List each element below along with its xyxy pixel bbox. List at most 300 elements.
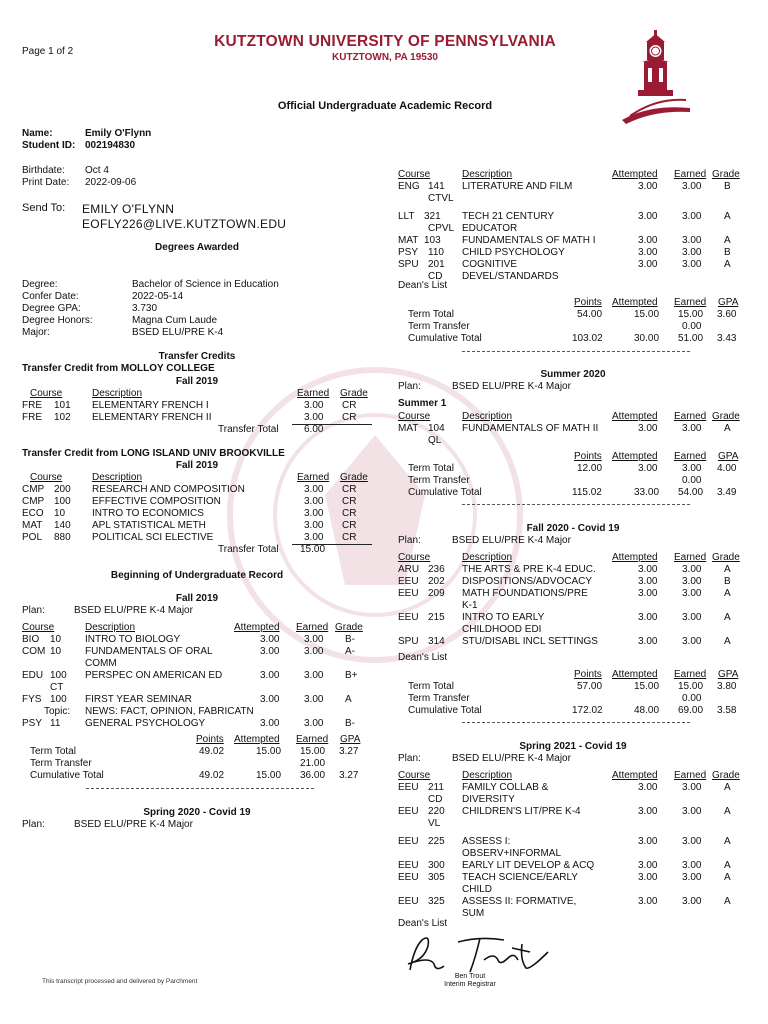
table-row-continuation (398, 193, 748, 205)
description: ELEMENTARY FRENCH I (92, 400, 209, 411)
table-row (398, 259, 748, 271)
totals-header (398, 669, 748, 681)
page-label: Page 1 of 2 (22, 46, 74, 57)
subject: EEU (398, 612, 419, 623)
earned: 3.00 (304, 520, 324, 531)
earned: 51.00 (678, 333, 704, 344)
subject: LLT (398, 211, 415, 222)
course-number: 880 (54, 532, 71, 543)
description: DEVEL/STANDARDS (462, 271, 559, 282)
term-total-row (398, 463, 748, 475)
description: SUM (462, 908, 485, 919)
grade: A (724, 235, 731, 246)
earned: 3.00 (682, 896, 702, 907)
col-gpa: GPA (718, 451, 739, 462)
table-row (22, 634, 372, 646)
grade: CR (342, 520, 357, 531)
liu-term: Fall 2019 (175, 460, 219, 471)
attempted: 3.00 (638, 896, 658, 907)
gpa: 3.49 (717, 487, 737, 498)
topic: NEWS: FACT, OPINION, FABRICATN (85, 706, 254, 717)
description: GENERAL PSYCHOLOGY (85, 718, 206, 729)
fall2020-totals (398, 669, 748, 717)
earned: 3.00 (682, 463, 702, 474)
earned: 21.00 (300, 758, 326, 769)
table-row (398, 564, 748, 576)
table-row (398, 896, 748, 908)
degree-gpa-value: 3.730 (132, 303, 158, 314)
earned: 3.00 (682, 806, 702, 817)
grade: A (724, 588, 731, 599)
description: FIRST YEAR SEMINAR (85, 694, 192, 705)
plan-value: BSED ELU/PRE K-4 Major (74, 819, 193, 830)
earned: 3.00 (304, 508, 324, 519)
record-title: Official Undergraduate Academic Record (277, 100, 493, 112)
gpa: 3.80 (717, 681, 737, 692)
col-attempted: Attempted (612, 169, 658, 180)
description: TEACH SCIENCE/EARLY (462, 872, 578, 883)
divider (462, 504, 690, 505)
term-transfer-row (22, 758, 372, 770)
attempted: 15.00 (634, 681, 660, 692)
course-number: 201 (428, 259, 445, 270)
col-grade: Grade (335, 622, 363, 633)
university-location: KUTZTOWN, PA 19530 (332, 52, 438, 63)
student-name: Emily O'Flynn (85, 128, 152, 139)
table-header (22, 622, 372, 634)
plan-label: Plan: (398, 381, 421, 392)
summer2020-title: Summer 2020 (540, 369, 606, 380)
table-row (398, 806, 748, 818)
description: FAMILY COLLAB & (462, 782, 549, 793)
subject: EEU (398, 860, 419, 871)
term-total-label: Term Total (30, 746, 76, 757)
earned: 3.00 (682, 636, 702, 647)
col-grade: Grade (340, 472, 368, 483)
attempted: 15.00 (256, 770, 282, 781)
summer-session: Summer 1 (398, 398, 447, 409)
course-number: 100 (50, 694, 67, 705)
earned: 3.00 (304, 412, 324, 423)
print-date-label: Print Date: (22, 177, 70, 188)
attempted: 3.00 (638, 259, 658, 270)
table-header (398, 770, 748, 782)
attempted: 3.00 (638, 247, 658, 258)
description: COGNITIVE (462, 259, 518, 270)
attempted: 48.00 (634, 705, 660, 716)
col-gpa: GPA (340, 734, 361, 745)
course-attribute: VL (428, 818, 441, 829)
grade: CR (342, 484, 357, 495)
term-transfer-label: Term Transfer (30, 758, 92, 769)
description: CHILD (462, 884, 493, 895)
student-id-label: Student ID: (22, 140, 76, 151)
table-row (22, 508, 372, 520)
table-row-continuation (398, 271, 748, 283)
col-earned: Earned (674, 297, 707, 308)
transfer-total: 15.00 (300, 544, 326, 555)
description: THE ARTS & PRE K-4 EDUC. (462, 564, 596, 575)
course-number: 101 (54, 400, 71, 411)
grade: A (724, 636, 731, 647)
grade: A (724, 211, 731, 222)
term-total-row (398, 309, 748, 321)
col-course: Course (30, 388, 63, 399)
earned: 3.00 (682, 564, 702, 575)
description: DIVERSITY (462, 794, 515, 805)
transfer-credits-title: Transfer Credits (158, 351, 236, 362)
student-id: 002194830 (85, 140, 136, 151)
liu-title: Transfer Credit from LONG ISLAND UNIV BROOKVILLE (22, 448, 285, 459)
earned: 3.00 (304, 694, 324, 705)
description: MATH FOUNDATIONS/PRE (462, 588, 588, 599)
table-row (398, 247, 748, 259)
description: K-1 (462, 600, 478, 611)
molloy-table (22, 388, 372, 436)
earned: 3.00 (304, 400, 324, 411)
attempted: 3.00 (638, 588, 658, 599)
points: 115.02 (572, 487, 602, 498)
footer-note: This transcript processed and delivered by Parchment (42, 978, 198, 985)
plan-value: BSED ELU/PRE K-4 Major (452, 535, 571, 546)
grade: A (724, 872, 731, 883)
col-description: Description (462, 169, 513, 180)
table-row (398, 836, 748, 848)
course-number: 11 (50, 718, 61, 729)
grade: CR (342, 532, 357, 543)
col-earned: Earned (674, 770, 707, 781)
col-grade: Grade (712, 411, 740, 422)
subject: MAT (398, 423, 419, 434)
description: DISPOSITIONS/ADVOCACY (462, 576, 593, 587)
gpa: 3.58 (717, 705, 737, 716)
course-attribute: CD (428, 794, 443, 805)
degree-labels (22, 279, 93, 339)
description: COMM (85, 658, 117, 669)
table-row-continuation (398, 600, 748, 612)
table-row-continuation (22, 658, 372, 670)
earned: 3.00 (304, 634, 324, 645)
course-number: 215 (428, 612, 445, 623)
earned: 3.00 (682, 782, 702, 793)
grade: B (724, 576, 731, 587)
col-grade: Grade (712, 552, 740, 563)
points: 172.02 (572, 705, 603, 716)
gpa: 3.27 (339, 746, 359, 757)
col-earned: Earned (296, 622, 329, 633)
table-row (398, 576, 748, 588)
plan-label: Plan: (398, 535, 421, 546)
plan-label: Plan: (398, 753, 421, 764)
points: 49.02 (199, 746, 225, 757)
table-header (22, 472, 372, 484)
term-transfer-row (398, 693, 748, 705)
subject: ARU (398, 564, 420, 575)
col-earned: Earned (674, 451, 707, 462)
earned: 3.00 (682, 588, 702, 599)
col-course: Course (398, 552, 431, 563)
degree-honors-value: Magna Cum Laude (132, 315, 218, 326)
table-row (22, 646, 372, 658)
course-number: 305 (428, 872, 445, 883)
description: EARLY LIT DEVELOP & ACQ (462, 860, 595, 871)
attempted: 3.00 (260, 634, 280, 645)
table-row (22, 670, 372, 682)
course-number: 10 (50, 646, 62, 657)
cumulative-total-row (398, 487, 748, 499)
gpa: 3.60 (717, 309, 737, 320)
earned: 15.00 (678, 681, 704, 692)
spring2021-table (398, 770, 748, 920)
term-transfer-row (398, 321, 748, 333)
table-row (398, 181, 748, 193)
course-number: 225 (428, 836, 445, 847)
table-header (398, 411, 748, 423)
divider (462, 351, 690, 352)
attempted: 3.00 (260, 646, 280, 657)
spring2020-totals (398, 297, 748, 345)
attempted: 3.00 (638, 423, 658, 434)
col-course: Course (398, 411, 431, 422)
grade: A- (345, 646, 355, 657)
grade: A (724, 564, 731, 575)
description: LITERATURE AND FILM (462, 181, 573, 192)
description: CHILDREN'S LIT/PRE K-4 (462, 806, 581, 817)
subject: SPU (398, 636, 419, 647)
university-name: KUTZTOWN UNIVERSITY OF PENNSYLVANIA (214, 33, 556, 50)
col-description: Description (85, 622, 136, 633)
col-attempted: Attempted (234, 734, 280, 745)
col-attempted: Attempted (612, 411, 658, 422)
grade: A (724, 259, 731, 270)
grade: A (724, 836, 731, 847)
col-attempted: Attempted (612, 552, 658, 563)
major-value: BSED ELU/PRE K-4 (132, 327, 224, 338)
points: 57.00 (577, 681, 603, 692)
deans-list: Dean's List (398, 652, 448, 663)
description: FUNDAMENTALS OF ORAL (85, 646, 213, 657)
earned: 3.00 (304, 718, 324, 729)
earned: 3.00 (304, 532, 324, 543)
table-row (22, 484, 372, 496)
col-description: Description (92, 472, 143, 483)
table-row-continuation (398, 908, 748, 920)
totals-header (22, 734, 372, 746)
cumulative-total-label: Cumulative Total (408, 333, 482, 344)
degree-gpa-label: Degree GPA: (22, 303, 81, 314)
fall2020-table (398, 552, 748, 648)
attempted: 33.00 (634, 487, 660, 498)
points: 103.02 (572, 333, 603, 344)
description: CHILD PSYCHOLOGY (462, 247, 565, 258)
term-transfer-label: Term Transfer (408, 321, 470, 332)
subject: ECO (22, 508, 44, 519)
points: 49.02 (199, 770, 225, 781)
registrar-name: Ben Trout (454, 973, 486, 980)
course-number: 10 (54, 508, 66, 519)
grade: B- (345, 718, 355, 729)
divider (86, 788, 314, 789)
course-number: 211 (428, 782, 444, 793)
description: PERSPEC ON AMERICAN ED (85, 670, 223, 681)
col-earned: Earned (674, 169, 707, 180)
topic-row (22, 706, 372, 718)
totals-header (398, 297, 748, 309)
grade: A (724, 896, 731, 907)
send-to-label: Send To: (22, 202, 66, 214)
col-attempted: Attempted (612, 669, 658, 680)
table-row (22, 532, 372, 544)
course-number: 141 (428, 181, 445, 192)
description: EDUCATOR (462, 223, 518, 234)
subject: CMP (22, 484, 45, 495)
subject: EEU (398, 872, 419, 883)
subject: MAT (398, 235, 419, 246)
earned: 15.00 (300, 746, 326, 757)
description: STU/DISABL INCL SETTINGS (462, 636, 598, 647)
cumulative-total-label: Cumulative Total (408, 487, 482, 498)
table-header (398, 552, 748, 564)
description: ASSESS I: (462, 836, 511, 847)
attempted: 3.00 (638, 836, 658, 847)
description: OBSERV+INFORMAL (462, 848, 562, 859)
earned: 15.00 (678, 309, 704, 320)
table-row-continuation (398, 794, 748, 806)
cumulative-total-row (398, 705, 748, 717)
course-attribute: CD (428, 271, 443, 282)
grade: B (724, 181, 731, 192)
course-number: 236 (428, 564, 445, 575)
table-row-continuation (398, 624, 748, 636)
earned: 3.00 (304, 646, 324, 657)
col-attempted: Attempted (612, 451, 658, 462)
birthdate: Oct 4 (85, 165, 109, 176)
summer2020-table (398, 411, 748, 447)
course-attribute: CT (50, 682, 64, 693)
description: EFFECTIVE COMPOSITION (92, 496, 221, 507)
attempted: 3.00 (638, 806, 658, 817)
course-number: 325 (428, 896, 445, 907)
degree-honors-label: Degree Honors: (22, 315, 93, 326)
course-number: 140 (54, 520, 71, 531)
earned: 3.00 (304, 484, 324, 495)
subject: EEU (398, 588, 419, 599)
subject: FRE (22, 400, 42, 411)
course-number: 104 (428, 423, 445, 434)
plan-value: BSED ELU/PRE K-4 Major (452, 753, 571, 764)
col-earned: Earned (296, 734, 329, 745)
attempted: 3.00 (638, 181, 658, 192)
beginning-title: Beginning of Undergraduate Record (110, 570, 284, 581)
description: INTRO TO ECONOMICS (92, 508, 204, 519)
transfer-total-label: Transfer Total (218, 424, 279, 435)
grade: CR (342, 508, 357, 519)
fall2019-totals (22, 734, 372, 782)
col-earned: Earned (297, 472, 330, 483)
transfer-total-label: Transfer Total (218, 544, 279, 555)
attempted: 3.00 (638, 463, 658, 474)
course-number: 300 (428, 860, 445, 871)
course-number: 102 (54, 412, 71, 423)
subject: ENG (398, 181, 420, 192)
send-to-email: EOFLY226@LIVE.KUTZTOWN.EDU (82, 217, 287, 231)
table-row (22, 400, 372, 412)
grade: A (724, 806, 731, 817)
term-total-label: Term Total (408, 681, 454, 692)
earned: 3.00 (682, 836, 702, 847)
table-row (398, 782, 748, 794)
col-points: Points (196, 734, 224, 745)
confer-date-value: 2022-05-14 (132, 291, 184, 302)
earned: 3.00 (682, 235, 702, 246)
table-row (398, 211, 748, 223)
table-row (22, 718, 372, 730)
description: FUNDAMENTALS OF MATH II (462, 423, 599, 434)
plan-value: BSED ELU/PRE K-4 Major (452, 381, 571, 392)
subject: CMP (22, 496, 45, 507)
col-course: Course (30, 472, 63, 483)
fall2020-title: Fall 2020 - Covid 19 (526, 523, 620, 534)
description: INTRO TO BIOLOGY (85, 634, 181, 645)
course-number: 209 (428, 588, 445, 599)
table-row (398, 872, 748, 884)
term-total-row (22, 746, 372, 758)
spring2020-table (398, 169, 748, 283)
registrar-signature (400, 930, 560, 978)
birthdate-label: Birthdate: (22, 165, 65, 176)
table-row-continuation (398, 848, 748, 860)
course-number: 200 (54, 484, 71, 495)
course-number: 100 (54, 496, 71, 507)
subject: FYS (22, 694, 42, 705)
table-row (22, 520, 372, 532)
description: CHILDHOOD EDI (462, 624, 542, 635)
course-attribute: CPVL (428, 223, 455, 234)
transfer-total-row (22, 544, 372, 556)
table-row-continuation (398, 435, 748, 447)
plan-label: Plan: (22, 605, 45, 616)
name-label: Name: (22, 128, 53, 139)
table-row (398, 860, 748, 872)
description: INTRO TO EARLY (462, 612, 545, 623)
fall2019-table (22, 622, 372, 730)
subject: EEU (398, 806, 419, 817)
earned: 3.00 (304, 670, 324, 681)
subject: POL (22, 532, 43, 543)
course-number: 314 (428, 636, 445, 647)
earned: 0.00 (682, 321, 702, 332)
attempted: 3.00 (638, 782, 658, 793)
course-number: 100 (50, 670, 67, 681)
subject: EEU (398, 782, 419, 793)
col-points: Points (574, 669, 602, 680)
term-transfer-label: Term Transfer (408, 475, 470, 486)
earned: 3.00 (682, 612, 702, 623)
cumulative-total-label: Cumulative Total (30, 770, 104, 781)
gpa: 3.43 (717, 333, 737, 344)
attempted: 3.00 (638, 211, 658, 222)
gpa: 3.27 (339, 770, 359, 781)
table-header (398, 169, 748, 181)
spring2021-title: Spring 2021 - Covid 19 (519, 741, 627, 752)
grade: A (724, 612, 731, 623)
attempted: 3.00 (638, 235, 658, 246)
course-number: 103 (424, 235, 441, 246)
table-row-continuation (398, 818, 748, 830)
subject: EEU (398, 576, 419, 587)
table-row-continuation (398, 223, 748, 235)
term-transfer-label: Term Transfer (408, 693, 470, 704)
